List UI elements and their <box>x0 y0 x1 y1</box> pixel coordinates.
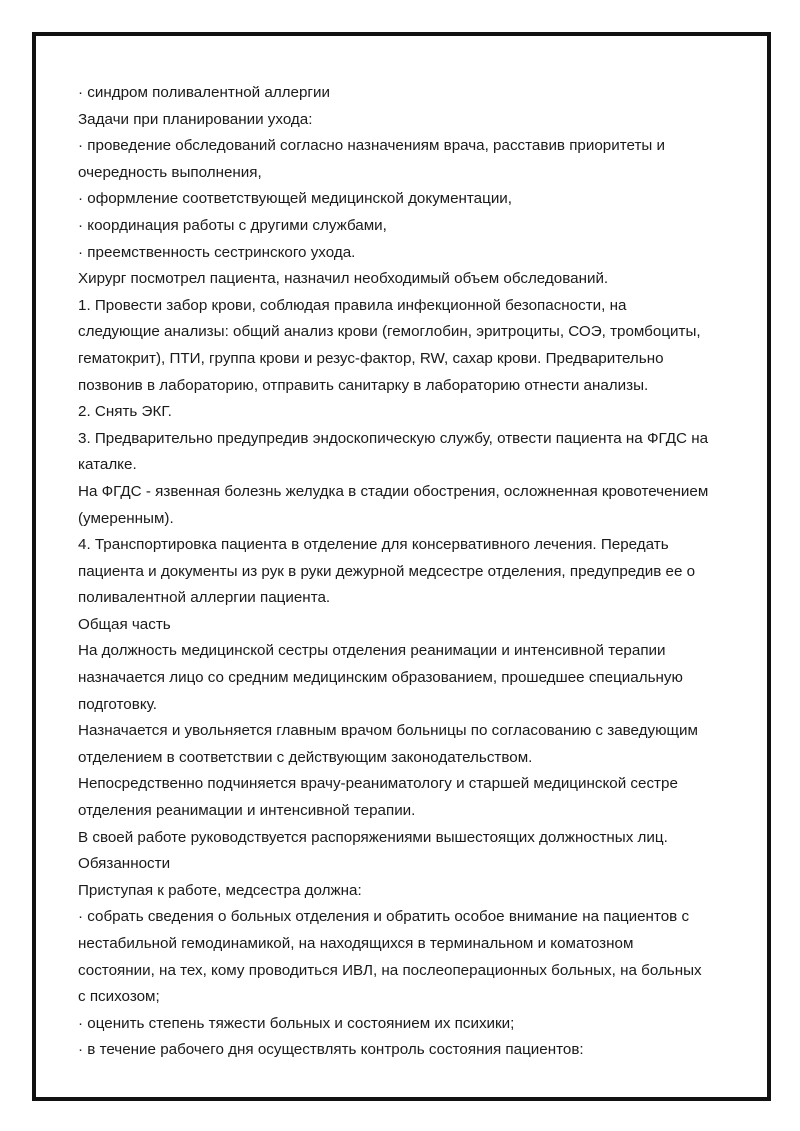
text-line: поливалентной аллергии пациента. <box>78 589 331 607</box>
text-line: Приступая к работе, медсестра должна: <box>78 881 362 899</box>
text-line: 1. Провести забор крови, соблюдая правила инфекционной безопасности, на <box>78 296 627 314</box>
text-line: · координация работы с другими службами, <box>78 216 387 234</box>
text-line: 3. Предварительно предупредив эндоскопическую службу, отвести пациента на ФГДС на <box>78 429 709 447</box>
text-line: позвонив в лабораторию, отправить санитарку в лабораторию отнести анализы. <box>78 376 649 394</box>
text-line: Назначается и увольняется главным врачом больницы по согласованию с заведующим <box>78 722 698 740</box>
text-line: Обязанности <box>78 855 171 873</box>
text-line: назначается лицо со средним медицинским образованием, прошедшее специальную <box>78 669 683 687</box>
text-line: состоянии, на тех, кому проводиться ИВЛ, на послеоперационных больных, на больных <box>78 961 702 979</box>
page-frame <box>32 32 771 1101</box>
text-line: В своей работе руководствуется распоряжениями вышестоящих должностных лиц. <box>78 828 668 846</box>
text-line: Задачи при планировании ухода: <box>78 110 313 128</box>
text-line: Непосредственно подчиняется врачу-реаниматологу и старшей медицинской сестре <box>78 775 678 793</box>
text-line: · проведение обследований согласно назначениям врача, расставив приоритеты и <box>78 137 666 155</box>
text-line: Общая часть <box>78 615 171 633</box>
text-line: · оформление соответствующей медицинской документации, <box>78 190 513 208</box>
text-line: каталке. <box>78 456 137 474</box>
text-line: · преемственность сестринского ухода. <box>78 243 356 261</box>
text-line: · оценить степень тяжести больных и состоянием их психики; <box>78 1014 515 1032</box>
text-line: отделением в соответствии с действующим законодательством. <box>78 748 533 766</box>
text-line: · в течение рабочего дня осуществлять контроль состояния пациентов: <box>78 1041 584 1059</box>
text-line: На ФГДС - язвенная болезнь желудка в стадии обострения, осложненная кровотечением <box>78 482 709 500</box>
text-line: подготовку. <box>78 695 157 713</box>
text-line: · собрать сведения о больных отделения и обратить особое внимание на пациентов с <box>78 908 690 926</box>
text-line: пациента и документы из рук в руки дежурной медсестре отделения, предупредив ее о <box>78 562 696 580</box>
document-body <box>78 80 738 1064</box>
text-line: нестабильной гемодинамикой, на находящихся в терминальном и коматозном <box>78 935 634 952</box>
text-line: 2. Снять ЭКГ. <box>78 403 172 421</box>
text-line: с психозом; <box>78 988 160 1006</box>
text-line: На должность медицинской сестры отделения реанимации и интенсивной терапии <box>78 642 666 660</box>
text-line: (умеренным). <box>78 509 174 527</box>
text-line: · синдром поливалентной аллергии <box>78 84 330 101</box>
text-line: 4. Транспортировка пациента в отделение для консервативного лечения. Передать <box>78 536 669 554</box>
text-line: отделения реанимации и интенсивной терапии. <box>78 802 416 820</box>
text-line: гематокрит), ПТИ, группа крови и резус-фактор, RW, сахар крови. Предварительно <box>78 349 664 367</box>
text-line: очередность выполнения, <box>78 163 262 181</box>
text-line: Хирург посмотрел пациента, назначил необходимый объем обследований. <box>78 270 609 288</box>
text-line: следующие анализы: общий анализ крови (гемоглобин, эритроциты, СОЭ, тромбоциты, <box>78 323 701 341</box>
